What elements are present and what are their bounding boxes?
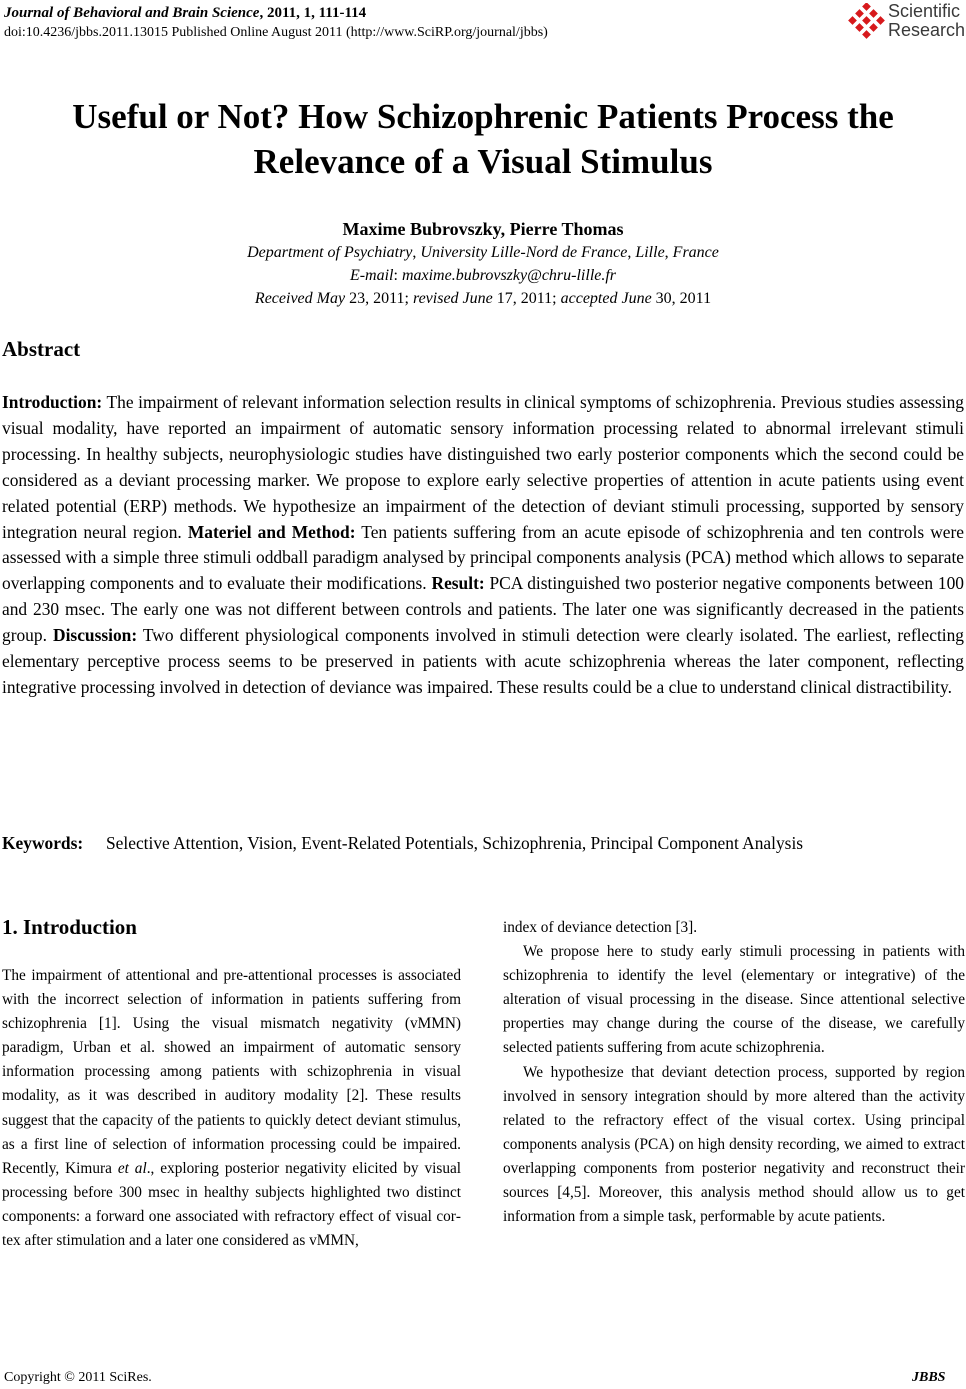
publisher-logo-text (888, 2, 965, 40)
keywords-text: Selective Attention, Vision, Event-Related Potentials, Schizophrenia, Principal Component Analysis (106, 833, 804, 853)
doi-line: doi:10.4236/jbbs.2011.13015 Published Online August 2011 (http://www.SciRP.org/journal/jbbs) (4, 25, 548, 40)
footer-journal-abbr: JBBS (912, 1370, 946, 1385)
abstract-method-label: Materiel and Method: (187, 521, 356, 542)
authors: Maxime Bubrovszky, Pierre Thomas (342, 219, 624, 239)
intro-p1-part-a: The impairment of attentional and pre-attentional processes is associated with the incorrect selection of information in patients suffering from schizophrenia [1]. Using the visual mismatch negativity (vMMN) paradigm, Urban et al. showed an impairment of automatic sensory information processing among patients with schizophrenia in visual modality, as it was described in auditory modality [2]. These results suggest that the capacity of the patients to quickly detect deviant stimulus, as a first line of selection of information processing could be impaired. Recently, Kimura (2, 967, 461, 1177)
revised-label: revised June (412, 290, 493, 307)
abstract-result-label: Result: (431, 573, 485, 594)
accepted-date: 30, 2011 (651, 290, 712, 307)
abstract-discussion-text: Two different physiological components involved in stimuli detection were clearly isolated. The earliest, reflecting elementary perceptive process seems to be preserved in patients with acute schizophrenia whereas the later component, reflecting integrative processing involved in detection of deviance was impaired. These results could be a clue to understand clinical distractibility. (2, 625, 964, 697)
abstract-body (2, 390, 964, 701)
journal-citation (4, 4, 366, 22)
intro-paragraph-2: We propose here to study early stimuli processing in patients with schizophrenia to identify the level (elementary or integrative) of the alteration of visual processing in the disease. Since attentional selective properties may change during the course of the disease, we carefully selected patients suffering from acute schizophrenia. (503, 943, 965, 1057)
abstract-method-text: Ten patients suffering from an acute episode of schizophrenia and ten controls were assessed with a simple three stimuli oddball paradigm analysed by principal components analysis (PCA) method which allows to separate overlapping components and to evaluate their modifications. (2, 521, 964, 594)
left-column (2, 964, 461, 1253)
email-label: E-mail (349, 267, 394, 284)
dates-line (0, 288, 966, 310)
accepted-label: accepted June (560, 290, 652, 307)
email-line: E-mail: maxime.bubrovszky@chru-lille.fr (349, 267, 617, 284)
abstract-discussion-label: Discussion: (53, 625, 138, 646)
section-heading-introduction: 1. Introduction (2, 915, 137, 939)
affiliation-department: Department of Psychiatry (247, 244, 413, 261)
revised-date: 17, 2011; (492, 290, 561, 307)
received-label: Received May (254, 290, 346, 307)
intro-paragraph-3: We hypothesize that deviant detection process, supported by region involved in sensory integration should by more altered than the activity related to the refractory effect of the visual cortex. Using principal components analysis (PCA) on high density recording, we aimed to extract overlapping components from posterior negativity and reconstruct their sources [4,5]. Moreover, this analysis method should allow us to get information from a simple task, performable by acute patients. (503, 1063, 965, 1226)
abstract-intro-text: The impairment of relevant information selection results in clinical symptoms of schizophrenia. Previous studies assessing visual modality, have reported an impairment of automatic sensory information processing related to abnormal irrelevant stimuli processing. In healthy subjects, neurophysiologic studies have distinguished two early posterior components which the second could be considered as a deviant processing marker. We propose to explore early selective properties of attention in acute patients using event related potential (ERP) methods. We hypothesize an impairment of the detection of deviant stimuli processing, supported by sensory integration neural region. (2, 392, 964, 542)
email-address: maxime.bubrovszky@chru-lille.fr (401, 267, 617, 284)
journal-name: Journal of Behavioral and Brain Science (4, 5, 260, 21)
keywords-label: Keywords: (2, 833, 84, 853)
affiliation: Department of Psychiatry, University Lille-Nord de France, Lille, France (247, 244, 719, 261)
publisher-logo-icon (848, 3, 886, 41)
logo-line-1: Scientific (888, 1, 961, 21)
logo-line-2: Research (888, 20, 966, 40)
journal-volume: , 2011, 1, 111-114 (259, 5, 367, 21)
received-date: 23, 2011; (345, 290, 413, 307)
affiliation-city: Lille (635, 244, 665, 261)
affiliation-university: University Lille-Nord de France (420, 244, 628, 261)
right-column (503, 916, 965, 1229)
intro-paragraph-1 (2, 964, 461, 1253)
abstract-intro-label: Introduction: (2, 392, 103, 412)
publisher-logo (848, 2, 966, 44)
intro-p1-part-b: ., exploring posterior negativity elicited by visual processing before 300 msec in healthy subjects highlighted two distinct components: a forward one associated with refractory effect of visual cortex after stimulation and a later one considered as vMMN, (2, 1159, 462, 1250)
title-line-1: Useful or Not? How Schizophrenic Patients Process the (72, 97, 894, 136)
intro-paragraph-1-continued: index of deviance detection [3]. (503, 919, 698, 936)
paper-title (0, 94, 966, 184)
footer-copyright: Copyright © 2011 SciRes. (4, 1370, 152, 1385)
abstract-heading: Abstract (2, 337, 81, 361)
title-line-2: Relevance of a Visual Stimulus (253, 142, 713, 181)
affiliation-country: France (672, 244, 719, 261)
intro-p1-etal: et al (117, 1159, 147, 1177)
abstract-result-text: PCA distinguished two posterior negative components between 100 and 230 msec. The early one was not different between controls and patients. The later one was significantly decreased in the patients group. (2, 573, 965, 646)
